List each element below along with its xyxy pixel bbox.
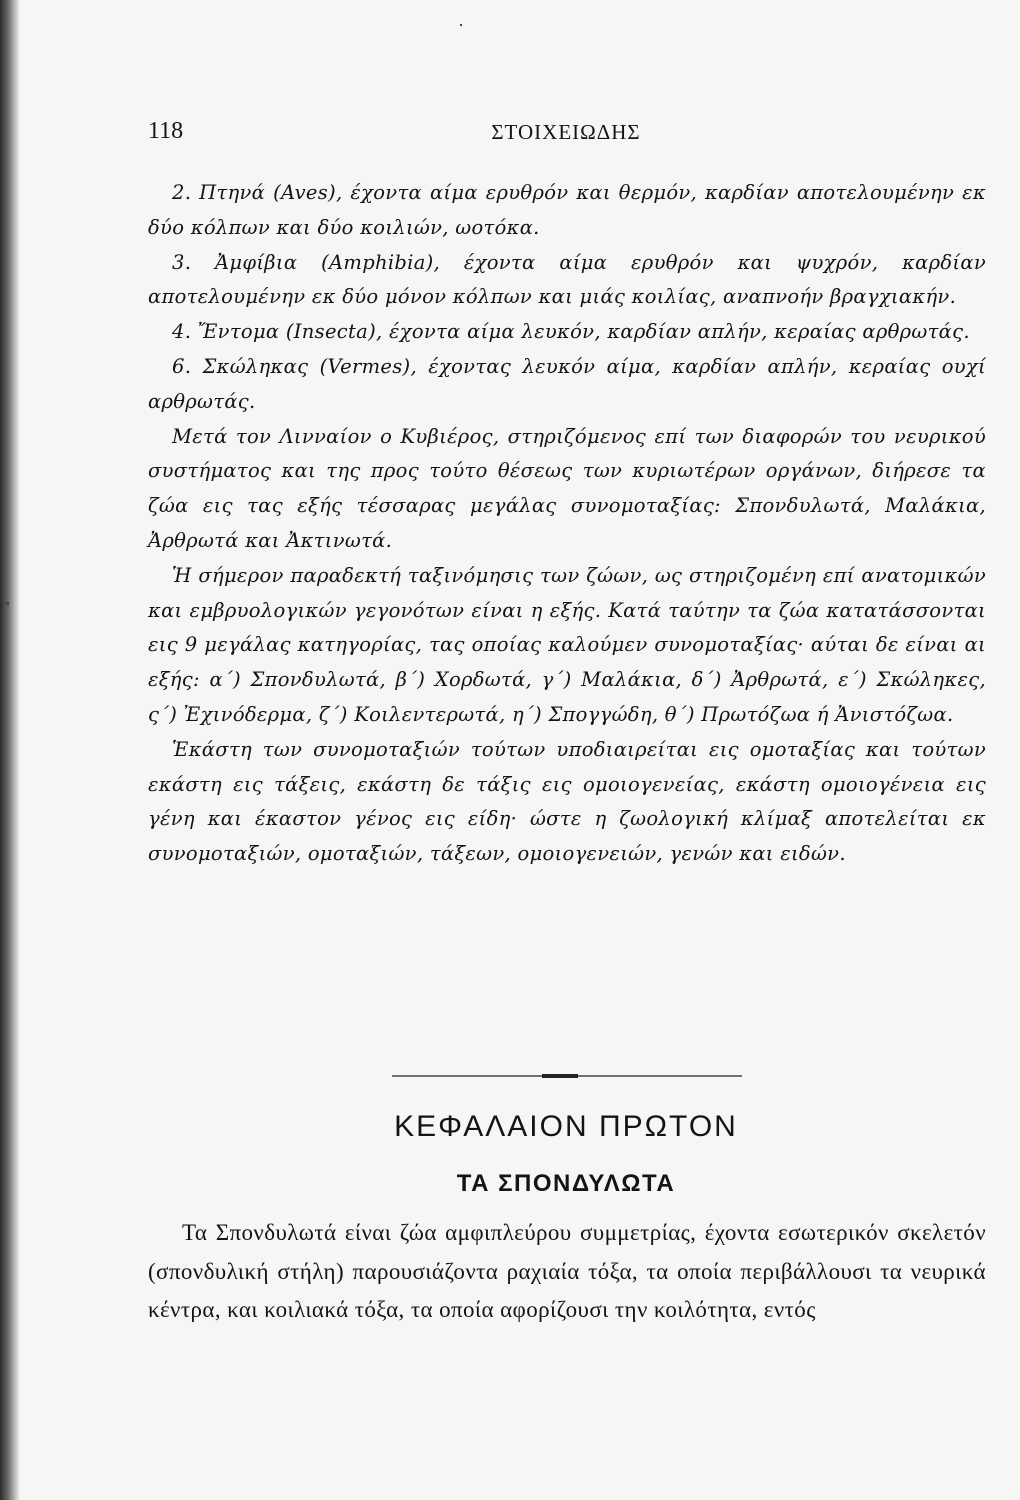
page-header <box>148 118 984 148</box>
chapter-body-paragraph: Τα Σπονδυλωτά είναι ζώα αμφιπλεύρου συμμετρίας, έχοντα εσωτερικόν σκελετόν (σπονδυλική στήλη) παρουσιάζοντα ραχιαία τόξα, τα οποία περιβάλλουσι τα νευρικά κέντρα, και κοιλιακά τόξα, τα οποία αφορίζουσι την κοιλότητα, εντός <box>148 1220 986 1322</box>
paragraph-hierarchy: Ἑκάστη των συνομοταξιών τούτων υποδιαιρείται εις ομοταξίας και τούτων εκάστη εις τάξεις, εκάστη δε τάξις εις ομοιογενείας, εκάστη ομοιογένεια εις γένη και έκαστον γένος εις είδη· ώστε η ζωολογική κλίμαξ αποτελείται εκ συνομοταξιών, ομοταξιών, τάξεων, ομοιογενειών, γενών και ειδών. <box>148 737 986 866</box>
paragraph-aves: 2. Πτηνά (Aves), έχοντα αίμα ερυθρόν και θερμόν, καρδίαν αποτελουμένην εκ δύο κόλπων και δύο κοιλιών, ωοτόκα. <box>148 181 986 239</box>
scan-speck <box>460 24 462 26</box>
page-number: 118 <box>148 118 184 144</box>
chapter-title: ΚΕΦΑΛΑΙΟΝ ΠΡΩΤΟΝ <box>394 1110 738 1143</box>
running-head: ΣΤΟΙΧΕΙΩΔΗΣ <box>491 120 641 144</box>
chapter-body <box>148 1214 986 1330</box>
paragraph-amphibia: 3. Ἀμφίβια (Amphibia), έχοντα αίμα ερυθρόν και ψυχρόν, καρδίαν αποτελουμένην εκ δύο μόνον κόλπων και μιάς κοιλίας, αναπνοήν βραγχιακήν. <box>148 250 986 309</box>
paragraph-insecta: 4. Ἔντομα (Insecta), έχοντα αίμα λευκόν, καρδίαν απλήν, κεραίας αρθρωτάς. <box>172 320 970 344</box>
page-edge-shadow <box>0 0 20 1500</box>
paragraph-vermes: 6. Σκώληκας (Vermes), έχοντας λευκόν αίμα, καρδίαν απλήν, κεραίας ουχί αρθρωτάς. <box>148 354 986 413</box>
scan-speck <box>6 602 9 605</box>
paragraph-cuvier: Μετά τον Λινναίον ο Κυβιέρος, στηριζόμενος επί των διαφορών του νευρικού συστήματος και της προς τούτο θέσεως των κυριωτέρων οργάνων, διήρεσε τα ζώα εις τας εξής τέσσαρας μεγάλας συνομοταξίας: Σπονδυλωτά, Μαλάκια, Ἀρθρωτά και Ἀκτινωτά. <box>148 424 986 552</box>
classification-text <box>148 176 986 872</box>
paragraph-modern-classification: Ἡ σήμερον παραδεκτή ταξινόμησις των ζώων, ως στηριζομένη επί ανατομικών και εμβρυολογικών γεγονότων είναι η εξής. Κατά ταύτην τα ζώα κατατάσσονται εις 9 μεγάλας κατηγορίας, τας οποίας καλούμεν συνομοταξίας· αύται δε είναι αι εξής: α΄) Σπονδυλωτά, β΄) Χορδωτά, γ΄) Μαλάκια, δ΄) Ἀρθρωτά, ε΄) Σκώληκες, ς΄) Ἐχινόδερμα, ζ΄) Κοιλεντερωτά, η΄) Σπογγώδη, θ΄) Πρωτόζωα ή Ἀνιστόζωα. <box>148 563 986 726</box>
section-divider <box>392 1072 742 1080</box>
section-title: ΤΑ ΣΠΟΝΔΥΛΩΤΑ <box>456 1170 676 1197</box>
